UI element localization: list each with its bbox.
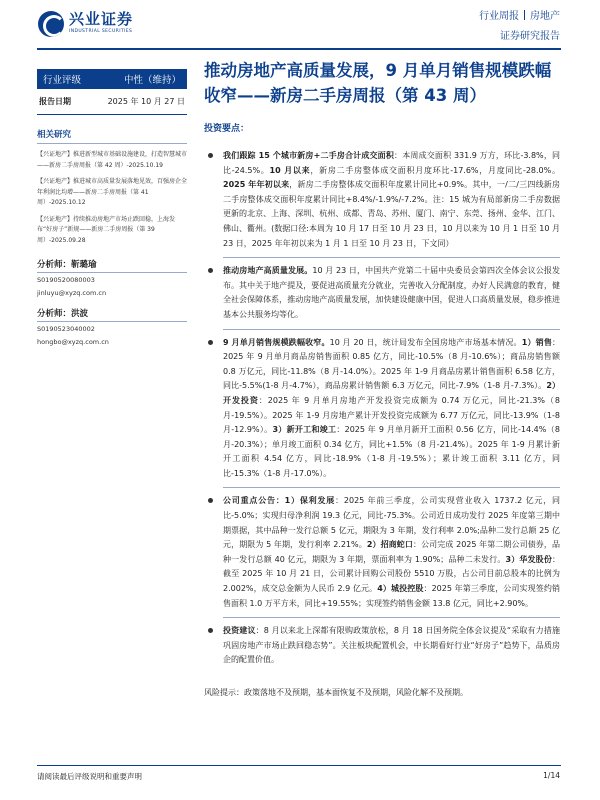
key-point-emphasis: 3）新开工和竣工: [272, 425, 337, 435]
key-point-emphasis: 1）保利发展: [284, 496, 336, 506]
key-point-paragraph: [208, 624, 560, 668]
analyst-block: [37, 307, 187, 348]
key-point-text: ：本周成交面积 331.9 万方，环比-3.8%，同比-24.5%。: [223, 151, 561, 175]
paragraph-divider: [223, 257, 560, 258]
key-point-emphasis: 2）开发投资: [223, 381, 560, 405]
date-value: 2025 年 10 月 27 日: [107, 97, 185, 106]
risk-warning: 风险提示：政策落地不及预期，基本面恢复不及预期，风险化解不及预期。: [204, 688, 468, 697]
key-points-title: 投资要点：: [204, 124, 250, 134]
report-title: 推动房地产高质量发展，9 月单月销售规模跌幅收窄——新房二手房周报（第 43 周）: [204, 61, 552, 105]
key-point-text: ：8 月以来北上深都有限购政策放松，8 月 18 日国务院全体会议提及“采取有力措施巩固房地产市场止跌回稳态势”。关注板块配置机会，中长期看好行业“好房子”趋势下，品质房企的配置价值。: [223, 626, 560, 665]
rating-label: 行业评级: [43, 75, 82, 86]
related-research-item[interactable]: 【兴证地产】推进城市高质量发展落地见效，百强房企全年利润比均增——新房二手房周报（第 41 周）-2025.10.12: [37, 178, 188, 206]
related-research-title: 相关研究: [37, 128, 187, 144]
related-research-item[interactable]: 【兴证地产】持续推动房地产市场止跌回稳，上海发布“好房子”新规——新房二手房周报（第 39 周）-2025.09.28: [37, 215, 176, 244]
key-point-emphasis: 我们跟踪 15 个城市新房+二手房合计成交面积: [223, 151, 395, 160]
key-point-paragraph: [208, 264, 560, 322]
report-sector: 房地产: [530, 11, 560, 22]
header-divider: [37, 48, 561, 50]
paragraph-divider: [223, 329, 560, 330]
logo-icon: [38, 11, 64, 37]
key-point-emphasis: 2）招商蛇口: [366, 540, 413, 550]
key-point-paragraph: [208, 494, 560, 611]
related-research-item[interactable]: 【兴证地产】推进新型城市基础设施建设，打造智慧城市——新房二手房周报（第 42 周）-2025.10.19: [37, 151, 188, 169]
key-point-emphasis: 推动房地产高质量发展。: [223, 266, 313, 276]
key-point-text: 10 月 20 日，统计局发布全国房地产市场基本情况。: [329, 337, 522, 347]
analyst-block: [37, 258, 187, 299]
key-point-emphasis: 公司重点公告：: [223, 496, 285, 506]
key-point-text: ：2025 年 9 月单月房地产开发投资完成额为 0.74 万亿元，同比-21.3%（8 月-19.5%）。2025 年 1-9 月房地产累计开发投资完成额为 6.77 万亿元，同比-13.9%（1-8 月-12.9%）。: [223, 395, 561, 435]
key-point-text: 10 月 23 日，中国共产党第二十届中央委员会第四次全体会议公报发布。其中关于地产提及，要促进高质量充分就业，完善收入分配制度，办好人民满意的教育，健全社会保障体系，推动房地产高质量发展，加快建设健康中国，促进人口高质量发展，稳步推进基本公共服务均等化。: [223, 266, 560, 319]
key-point-text: ，新房二手房整体成交面积年度累计同比+0.9%。其中，一/二/三四线新房二手房整体成交面积年度累计同比+8.4%/-1.9%/-7.2%。注：15 城为有局部新房二手房数据更新的北京、上海、深圳、杭州、成都、青岛、苏州、厦门、南宁、东莞、扬州、金华、江门、佛山、衢州。(数据口径:本周为 10 月 17 日至 10 月 23 日，10 月以来为 10 月 1 日至 10 月 23 日，2025 年年初以来为 1 月 1 日至 10 月 23 日，下文同）: [223, 180, 560, 248]
key-point-text: ：截至 2025 年 10 月 21 日，公司累计回购公司股份 5510 万股，占公司目前总股本的比例为 2.002%，成交总金额为人民币 2.9 亿元。: [223, 554, 560, 594]
key-point-text: ：公司完成 2025 年第二期公司债券，品种一发行总额 40 亿元，期限为 3 年期，票面利率为 1.90%；品种二未发行。: [223, 540, 560, 564]
key-points-body: [208, 149, 560, 668]
paragraph-divider: [223, 487, 560, 488]
analyst-id: S0190523040002: [37, 325, 95, 333]
key-point-text: ：2025 年 9 月单月商品房销售面积 0.85 亿方，同比-10.5%（8 月-10.6%）；商品房销售额 0.8 万亿元，同比-11.8%（8 月-14.0%）。2025 年 1-9 月商品房累计销售面积 6.58 亿方，同比-5.5%(1-8 月-4.7%），商品房累计销售额 6.3 万亿元，同比-7.9%（1-8 月-7.3%）。: [223, 337, 560, 391]
analyst-name: 分析师：洪波: [37, 307, 187, 322]
report-category: 行业周报: [479, 11, 519, 22]
key-point-emphasis: 4）城投控股: [377, 584, 424, 594]
analyst-name: 分析师：靳璐瑜: [37, 258, 187, 273]
logo-name-en: INDUSTRIAL SECURITIES: [69, 29, 133, 34]
key-point-text: ，新房二手房整体成交面积月度环比-17.6%，月度同比-28.0%。: [310, 165, 560, 175]
key-point-paragraph: [208, 336, 560, 482]
rating-value: 中性（维持）: [123, 75, 181, 86]
analyst-email[interactable]: hongbo@xyzq.com.cn: [37, 338, 109, 346]
key-point-emphasis: 1）销售: [521, 337, 552, 347]
report-subtitle: 证券研究报告: [500, 31, 560, 42]
key-point-emphasis: 3）华发股份: [505, 554, 552, 564]
sidebar: [37, 69, 187, 348]
report-date-row: [37, 89, 187, 115]
key-point-text: ：2025 年第三季度，公司实现签约销售面积 1.0 万平方米，同比+19.55%；实现签约销售金额 13.8 亿元，同比+2.90%。: [223, 584, 561, 608]
paragraph-divider: [223, 617, 560, 618]
page-number: 1/14: [543, 771, 560, 780]
date-label: 报告日期: [39, 97, 71, 106]
analyst-email[interactable]: jinluyu@xyzq.com.cn: [37, 289, 107, 297]
footer-divider: [37, 765, 561, 766]
key-point-emphasis: 10 月以来: [269, 165, 311, 175]
rating-bar: [37, 69, 187, 89]
page-header: [0, 0, 600, 50]
key-point-paragraph: [208, 149, 560, 251]
key-point-text: ：2025 年前三季度，公司实现营业收入 1737.2 亿元，同比-5.0%；实现归母净利润 19.3 亿元，同比-75.3%。公司近日成功发行 2025 年度第三期中期票据，其中品种一发行总额 5 亿元，期限为 3 年期，发行利率 2.0%;品种二发行总额 25 亿元，期限为 5 年期，发行利率 2.21%。: [223, 496, 561, 550]
key-point-emphasis: 2025 年年初以来: [223, 180, 290, 190]
key-point-emphasis: 投资建议: [223, 626, 256, 636]
key-point-text: ：2025 年 9 月单月新开工面积 0.56 亿方，同比-14.4%（8 月-20.3%）；单月竣工面积 0.34 亿方，同比+1.5%（8 月-21.4%）。2025 年 1-9 月累计新开工面积 4.54 亿方，同比-18.9%（1-8 月-19.5%）；累计竣工面积 3.11 亿方，同比-15.3%（1-8 月-17.0%）。: [223, 425, 560, 478]
logo-name-cn: 兴业证券: [69, 10, 134, 28]
disclaimer-note[interactable]: 请阅读最后评级说明和重要声明: [37, 772, 142, 781]
company-logo: [38, 11, 133, 37]
key-point-emphasis: 9 月单月销售规模跌幅收窄。: [223, 337, 330, 347]
analyst-id: S0190520080003: [37, 276, 95, 284]
